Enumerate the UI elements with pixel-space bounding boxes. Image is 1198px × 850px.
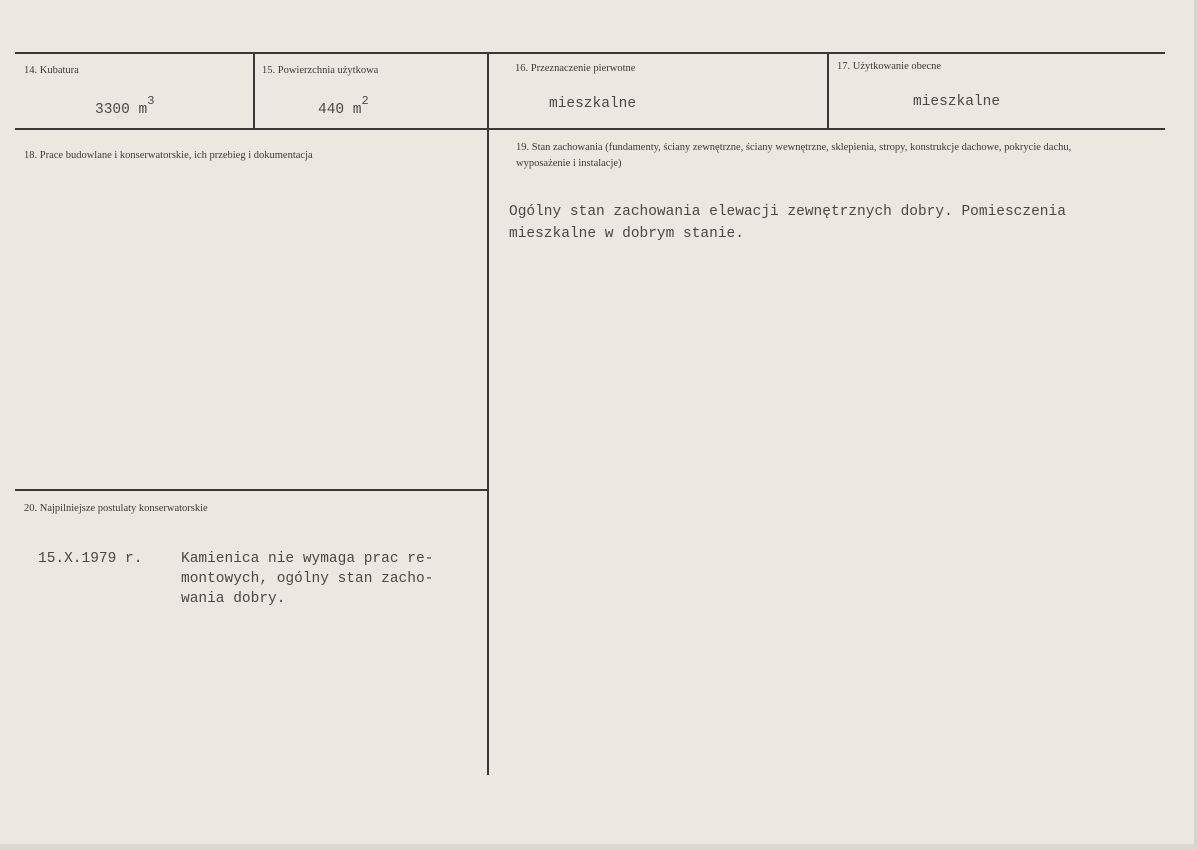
field-19-text-line-2: mieszkalne w dobrym stanie. — [509, 226, 744, 242]
sheet-edge-bottom — [0, 844, 1198, 850]
top-rule — [15, 52, 1165, 54]
field-17-label: 17. Użytkowanie obecne — [837, 61, 942, 72]
field-20-date: 15.X.1979 r. — [38, 551, 143, 567]
field-20-text-line-3: wania dobry. — [181, 591, 286, 607]
field-18-label: 18. Prace budowlane i konserwatorskie, ich przebieg i dokumentacja — [24, 150, 313, 161]
field-15-value: 440 $m^2$ — [318, 94, 369, 118]
field-15-label: 15. Powierzchnia użytkowa — [262, 65, 379, 76]
col-divider-14-15 — [253, 52, 255, 129]
field-20-text-line-2: montowych, ogólny stan zacho- — [181, 571, 434, 587]
field-19-label: 19. Stan zachowania (fundamenty, ściany zewnętrzne, ściany wewnętrzne, sklepienia, stropy, konstrukcje dachowe, pokrycie dachu, wyposażenie i instalacje) — [516, 142, 1072, 169]
section-20-divider — [15, 489, 488, 491]
field-20-label: 20. Najpilniejsze postulaty konserwatorskie — [24, 503, 208, 514]
field-14-label: 14. Kubatura — [24, 65, 79, 76]
field-16-label: 16. Przeznaczenie pierwotne — [515, 63, 636, 74]
field-19-text-line-1: Ogólny stan zachowania elewacji zewnętrznych dobry. Pomiesczenia — [509, 204, 1066, 220]
field-20-text-line-1: Kamienica nie wymaga prac re- — [181, 551, 434, 567]
field-14-value: 3300 $m^3$ — [95, 94, 155, 118]
col-divider-16-17 — [827, 52, 829, 129]
sheet-edge-right — [1194, 0, 1198, 850]
field-16-value: mieszkalne — [549, 96, 637, 112]
row-divider — [15, 128, 1165, 130]
field-17-value: mieszkalne — [913, 94, 1001, 110]
col-divider-main — [487, 52, 489, 775]
